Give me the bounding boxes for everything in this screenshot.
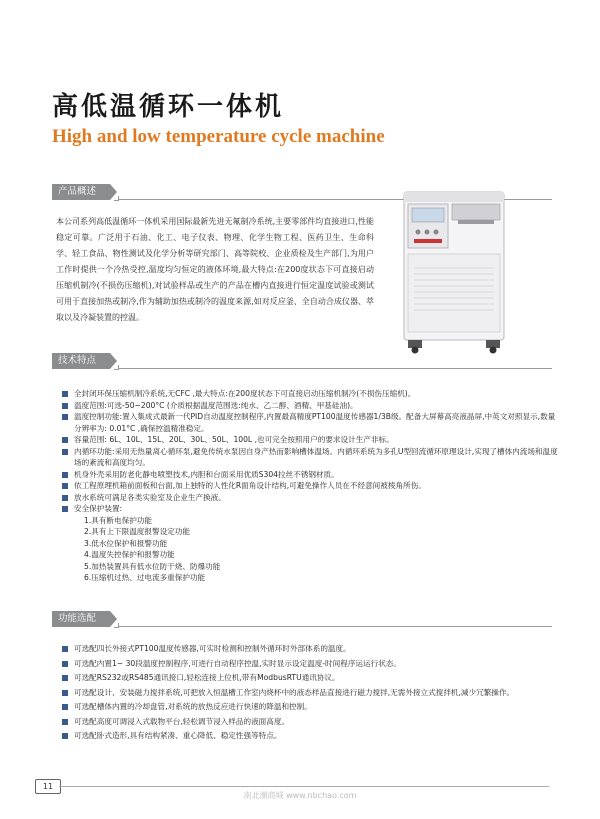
list-item: 可选配高度可调浸入式载物平台,轻松调节浸入样品的液面高度。 xyxy=(62,715,562,730)
bullet-square-icon xyxy=(62,719,68,725)
bullet-square-icon xyxy=(62,495,68,501)
safety-item: 2.具有上下限温度报警设定功能 xyxy=(84,527,190,536)
section-tab-overview: 产品概述 xyxy=(52,184,110,200)
list-item: 可选配设计、安装磁力搅拌系统,可把放入恒温槽工作室内烧杯中的液态样品直接进行磁力搅拌,无需外接立式搅拌机,减少冗繁操作。 xyxy=(62,686,562,701)
bullet-square-icon xyxy=(62,391,68,397)
bullet-square-icon xyxy=(62,646,68,652)
list-item: 可选配RS232或RS485通讯接口,轻松连接上位机,带有ModbusRTU通讯协议。 xyxy=(62,671,562,686)
list-item: 放水系统可满足各类实验室及企业生产换液。 xyxy=(62,492,562,504)
list-item: 依工程原理机箱前面板和台面,加上独特的人性化R面角设计结构,可避免操作人员在不经意间被棱角所伤。 xyxy=(62,480,562,492)
bullet-square-icon xyxy=(62,675,68,681)
section-header-options xyxy=(52,611,552,627)
list-item: 机身外壳采用防老化静电喷塑技术,内胆和台面采用优质S304拉丝不锈钢材质。 xyxy=(62,469,562,481)
product-image xyxy=(400,190,510,355)
section-header-features xyxy=(52,353,552,369)
list-item: 容量范围: 6L、10L、15L、20L、30L、50L、100L ,也可完全按照用户的要求设计生产非标。 xyxy=(62,434,562,446)
bullet-square-icon xyxy=(62,414,68,420)
options-list xyxy=(62,642,562,744)
bullet-square-icon xyxy=(62,733,68,739)
bullet-square-icon xyxy=(62,437,68,443)
list-item: 内循环功能:采用无热量离心循环泵,避免传统水泵因自身产热而影响槽体温场。内循环系统为多孔U型回流循环原理设计,实现了槽体内流场和温度场的紊流和高度均匀。 xyxy=(62,446,562,469)
watermark: 南北潮商城 www.nbchao.com xyxy=(243,791,357,800)
list-item: 温度范围:可选-50~200°C (介质根据温度范围选:纯水、乙二醇、酒精、甲基硅油)。 xyxy=(62,400,562,412)
bullet-square-icon xyxy=(62,704,68,710)
features-list xyxy=(62,388,562,584)
list-item: 可选配槽体内置的冷却盘管,对系统的放热反应进行快速的降温和控制。 xyxy=(62,700,562,715)
page-number: 11 xyxy=(35,779,61,794)
section-tab-features: 技术特点 xyxy=(52,353,110,369)
safety-item: 3.低水位保护和报警功能 xyxy=(84,538,168,548)
section-divider xyxy=(118,626,552,627)
bullet-square-icon xyxy=(62,690,68,696)
page-title-en: High and low temperature cycle machine xyxy=(52,126,385,147)
bullet-square-icon xyxy=(62,483,68,489)
bullet-square-icon xyxy=(62,472,68,478)
bullet-square-icon xyxy=(62,449,68,455)
safety-item: 4.温度失控保护和报警功能 xyxy=(84,550,175,559)
list-item: 可选配四长外接式PT100温度传感器,可实时检测和控制外循环时外部体系的温度。 xyxy=(62,642,562,657)
footer-divider xyxy=(59,786,549,787)
safety-sublist xyxy=(74,515,562,584)
list-item: 可选配内置1~ 30段温度控制程序,可进行自动程序控温,实时显示设定温度-时间程序运运行状态。 xyxy=(62,657,562,672)
list-item: 安全保护装置: 1.具有断电保护功能 2.具有上下限温度报警设定功能 3.低水位保护和报警功能 4.温度失控保护和报警功能 5.加热装置具有低水位防干烧、防爆功能 6.压缩机过热、过电流多重保护功能 xyxy=(62,503,562,584)
safety-item: 5.加热装置具有低水位防干烧、防爆功能 xyxy=(84,561,221,571)
section-tab-options: 功能选配 xyxy=(52,611,110,627)
safety-item: 6.压缩机过热、过电流多重保护功能 xyxy=(84,573,206,582)
list-item: 可选配卧式造形,具有结构紧凑、重心降低、稳定性强等特点。 xyxy=(62,729,562,744)
overview-paragraph: 本公司系列高低温循环一体机采用国际最新先进无氟制冷系统,主要零部件均直接进口,性能稳定可靠。广泛用于石油、化工、电子仪表、物理、化学生物工程、医药卫生、生命科学、轻工食品、物性测试及化学分析等研究部门、高等院校、企业质检及生产部门,为用户工作时提供一个冷热受控,温度均匀恒定的液体环境,最大特点:在200度状态下可直接启动压缩机制冷(不损伤压缩机),对试验样品或生产的产品在槽内直接进行恒定温度试验或测试可用于直接加热或制冷,作为辅助加热或制冷的温度来源,如对反应釜、全自动合成仪器、萃取以及冷凝装置的控温。 xyxy=(56,217,374,322)
list-item: 温度控制功能:置入集成式最新一代PID自动温度控制程序,内置最高精度PT100温度传感器1/3B级。配备大屏幕高亮液晶屏,中英文对照显示,数量分辨率为: 0.01°C ,确保控温精准稳定。 xyxy=(62,411,562,434)
bullet-square-icon xyxy=(62,506,68,512)
section-divider xyxy=(118,368,552,369)
bullet-square-icon xyxy=(62,661,68,667)
safety-item: 1.具有断电保护功能 xyxy=(84,515,152,525)
page-title-cn: 高低温循环一体机 xyxy=(52,92,285,122)
bullet-square-icon xyxy=(62,403,68,409)
list-item: 全封闭环保压缩机制冷系统,无CFC ,最大特点:在200度状态下可直接启动压缩机制冷(不损伤压缩机)。 xyxy=(62,388,562,400)
